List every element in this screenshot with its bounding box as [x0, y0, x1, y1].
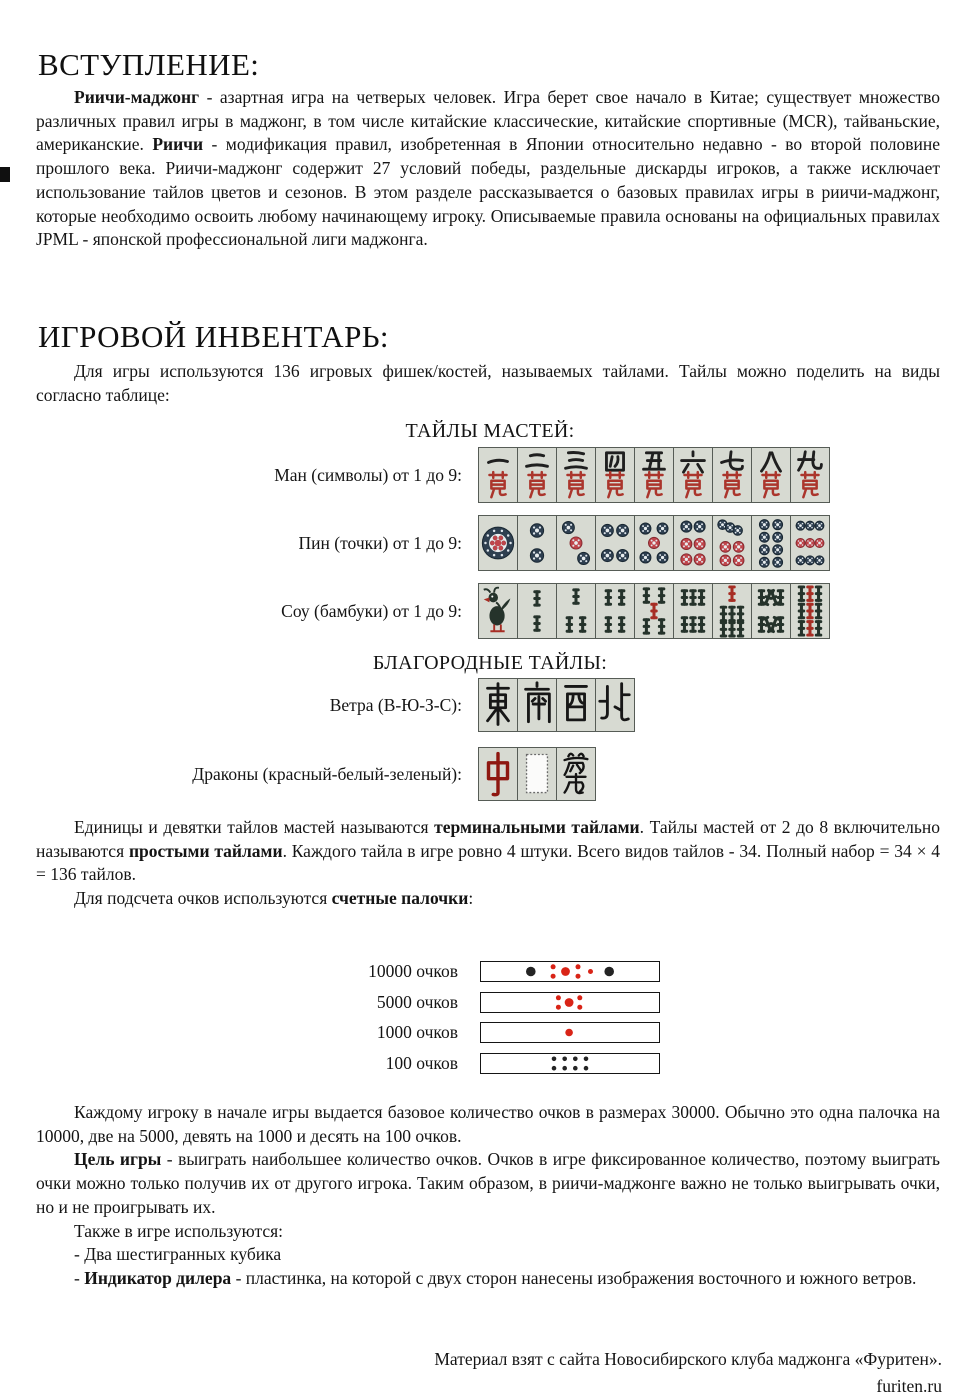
man-8-tile [751, 447, 791, 503]
pin-3-tile [556, 515, 596, 571]
intro-heading: ВСТУПЛЕНИЕ: [38, 46, 260, 82]
man-row-label: Ман (символы) от 1 до 9: [274, 464, 462, 485]
dragon-red-tile [478, 747, 518, 801]
tile-notes-block [36, 816, 940, 911]
pin-6-tile [673, 515, 713, 571]
wind-east-tile [478, 678, 518, 732]
stick-100 [480, 1053, 660, 1074]
wind-south-tile [517, 678, 557, 732]
scoring-sticks-table [0, 961, 660, 1083]
pin-4-tile [595, 515, 635, 571]
stick-label-10000: 10000 очков [368, 961, 458, 981]
dragons-row [0, 747, 596, 801]
source-footer [434, 1346, 942, 1400]
source-credit: Материал взят с сайта Новосибирского клуба маджонга «Фуритен». [434, 1349, 942, 1369]
man-7-tile [712, 447, 752, 503]
scan-artifact [0, 167, 10, 182]
rules-block [36, 1101, 940, 1291]
dragons-row-label: Драконы (красный-белый-зеленый): [192, 763, 462, 784]
terminal-tiles-paragraph: Единицы и девятки тайлов мастей называются терминальными тайлами. Тайлы мастей от 2 до 8 включительно называются простыми тайлами. Каждого тайла в игре ровно 4 штуки. Всего видов тайлов - 34. Полный набор = 34 × 4 = 136 тайлов. [36, 817, 941, 885]
pin-2-tile [517, 515, 557, 571]
man-9-tile [790, 447, 830, 503]
sou-6-tile [673, 583, 713, 639]
stick-1000 [480, 1022, 660, 1043]
dice-line: - Два шестигранных кубика [74, 1244, 282, 1265]
stick-10000 [480, 961, 660, 982]
wind-tiles [478, 678, 635, 732]
man-3-tile [556, 447, 596, 503]
sou-tiles-row [0, 583, 830, 639]
pin-5-tile [634, 515, 674, 571]
man-2-tile [517, 447, 557, 503]
man-4-tile [595, 447, 635, 503]
sticks-intro-paragraph: Для подсчета очков используются счетные палочки: [74, 888, 474, 909]
pin-1-tile [478, 515, 518, 571]
suit-tiles-title: ТАЙЛЫ МАСТЕЙ: [405, 420, 575, 442]
dragon-white-tile [517, 747, 557, 801]
goal-paragraph: Цель игры - выиграть наибольшее количество очков. Очков в игре фиксированное количество, поэтому выиграть очки можно только получив их от другого игрока. Таким образом, в риичи-маджонге важно не только выигрывать очки, но и не проигрывать их. [36, 1149, 940, 1217]
source-site: furiten.ru [876, 1376, 942, 1396]
man-tiles [478, 447, 830, 503]
stick-label-5000: 5000 очков [376, 991, 458, 1012]
man-1-tile [478, 447, 518, 503]
wind-west-tile [556, 678, 596, 732]
man-5-tile [634, 447, 674, 503]
intro-paragraph: Риичи-маджонг - азартная игра на четверых человек. Игра берет свое начало в Китае; существует множество различных правил игры в маджонг, в том числе китайские классические, китайские спортивные (MCR), тайваньские, американские. Риичи - модификация правил, изобретенная в Японии относительно недавно - во второй половине прошлого века. Риичи-маджонг содержит 27 условий победы, раздельные дискарды игроков, а также исключает использование тайлов цветов и сезонов. В этом разделе рассказывается о базовых правилах игры в риичи-маджонг, которые необходимо освоить любому начинающему игроку. Описываемые правила основаны на официальных правилах JPML - японской профессиональной лиги маджонга. [36, 87, 941, 250]
dragon-tiles [478, 747, 596, 801]
man-tiles-row [0, 447, 830, 503]
pin-8-tile [751, 515, 791, 571]
winds-row-label: Ветра (В-Ю-З-С): [329, 694, 462, 715]
dragon-green-tile [556, 747, 596, 801]
starting-points-paragraph: Каждому игроку в начале игры выдается базовое количество очков в размерах 30000. Обычно это одна палочка на 10000, две на 5000, девять на 1000 и десять на 100 очков. [36, 1102, 940, 1146]
sou-tiles [478, 583, 830, 639]
sou-2-tile [517, 583, 557, 639]
man-6-tile [673, 447, 713, 503]
sou-4-tile [595, 583, 635, 639]
sou-1-tile [478, 583, 518, 639]
sou-5-tile [634, 583, 674, 639]
pin-9-tile [790, 515, 830, 571]
pin-7-tile [712, 515, 752, 571]
inventory-heading: ИГРОВОЙ ИНВЕНТАРЬ: [38, 318, 389, 354]
stick-5000 [480, 992, 660, 1013]
stick-label-1000: 1000 очков [376, 1022, 458, 1042]
also-used-line: Также в игре используются: [74, 1220, 284, 1241]
stick-row-10000 [0, 961, 660, 982]
sou-8-tile [751, 583, 791, 639]
pin-tiles-row [0, 515, 830, 571]
stick-row-5000 [0, 992, 660, 1013]
wind-north-tile [595, 678, 635, 732]
dealer-indicator-paragraph: - Индикатор дилера - пластинка, на которой с двух сторон нанесены изображения восточного и южного ветров. [74, 1267, 917, 1288]
sou-row-label: Соу (бамбуки) от 1 до 9: [281, 600, 462, 621]
stick-row-100 [0, 1053, 660, 1074]
winds-row [0, 678, 635, 732]
sou-7-tile [712, 583, 752, 639]
pin-tiles [478, 515, 830, 571]
honor-tiles-title: БЛАГОРОДНЫЕ ТАЙЛЫ: [372, 652, 608, 674]
sou-3-tile [556, 583, 596, 639]
stick-label-100: 100 очков [385, 1052, 458, 1073]
stick-row-1000 [0, 1022, 660, 1043]
inventory-paragraph: Для игры используются 136 игровых фишек/костей, называемых тайлами. Тайлы можно поделить на виды согласно таблице: [36, 361, 940, 405]
sou-9-tile [790, 583, 830, 639]
pin-row-label: Пин (точки) от 1 до 9: [298, 532, 462, 553]
